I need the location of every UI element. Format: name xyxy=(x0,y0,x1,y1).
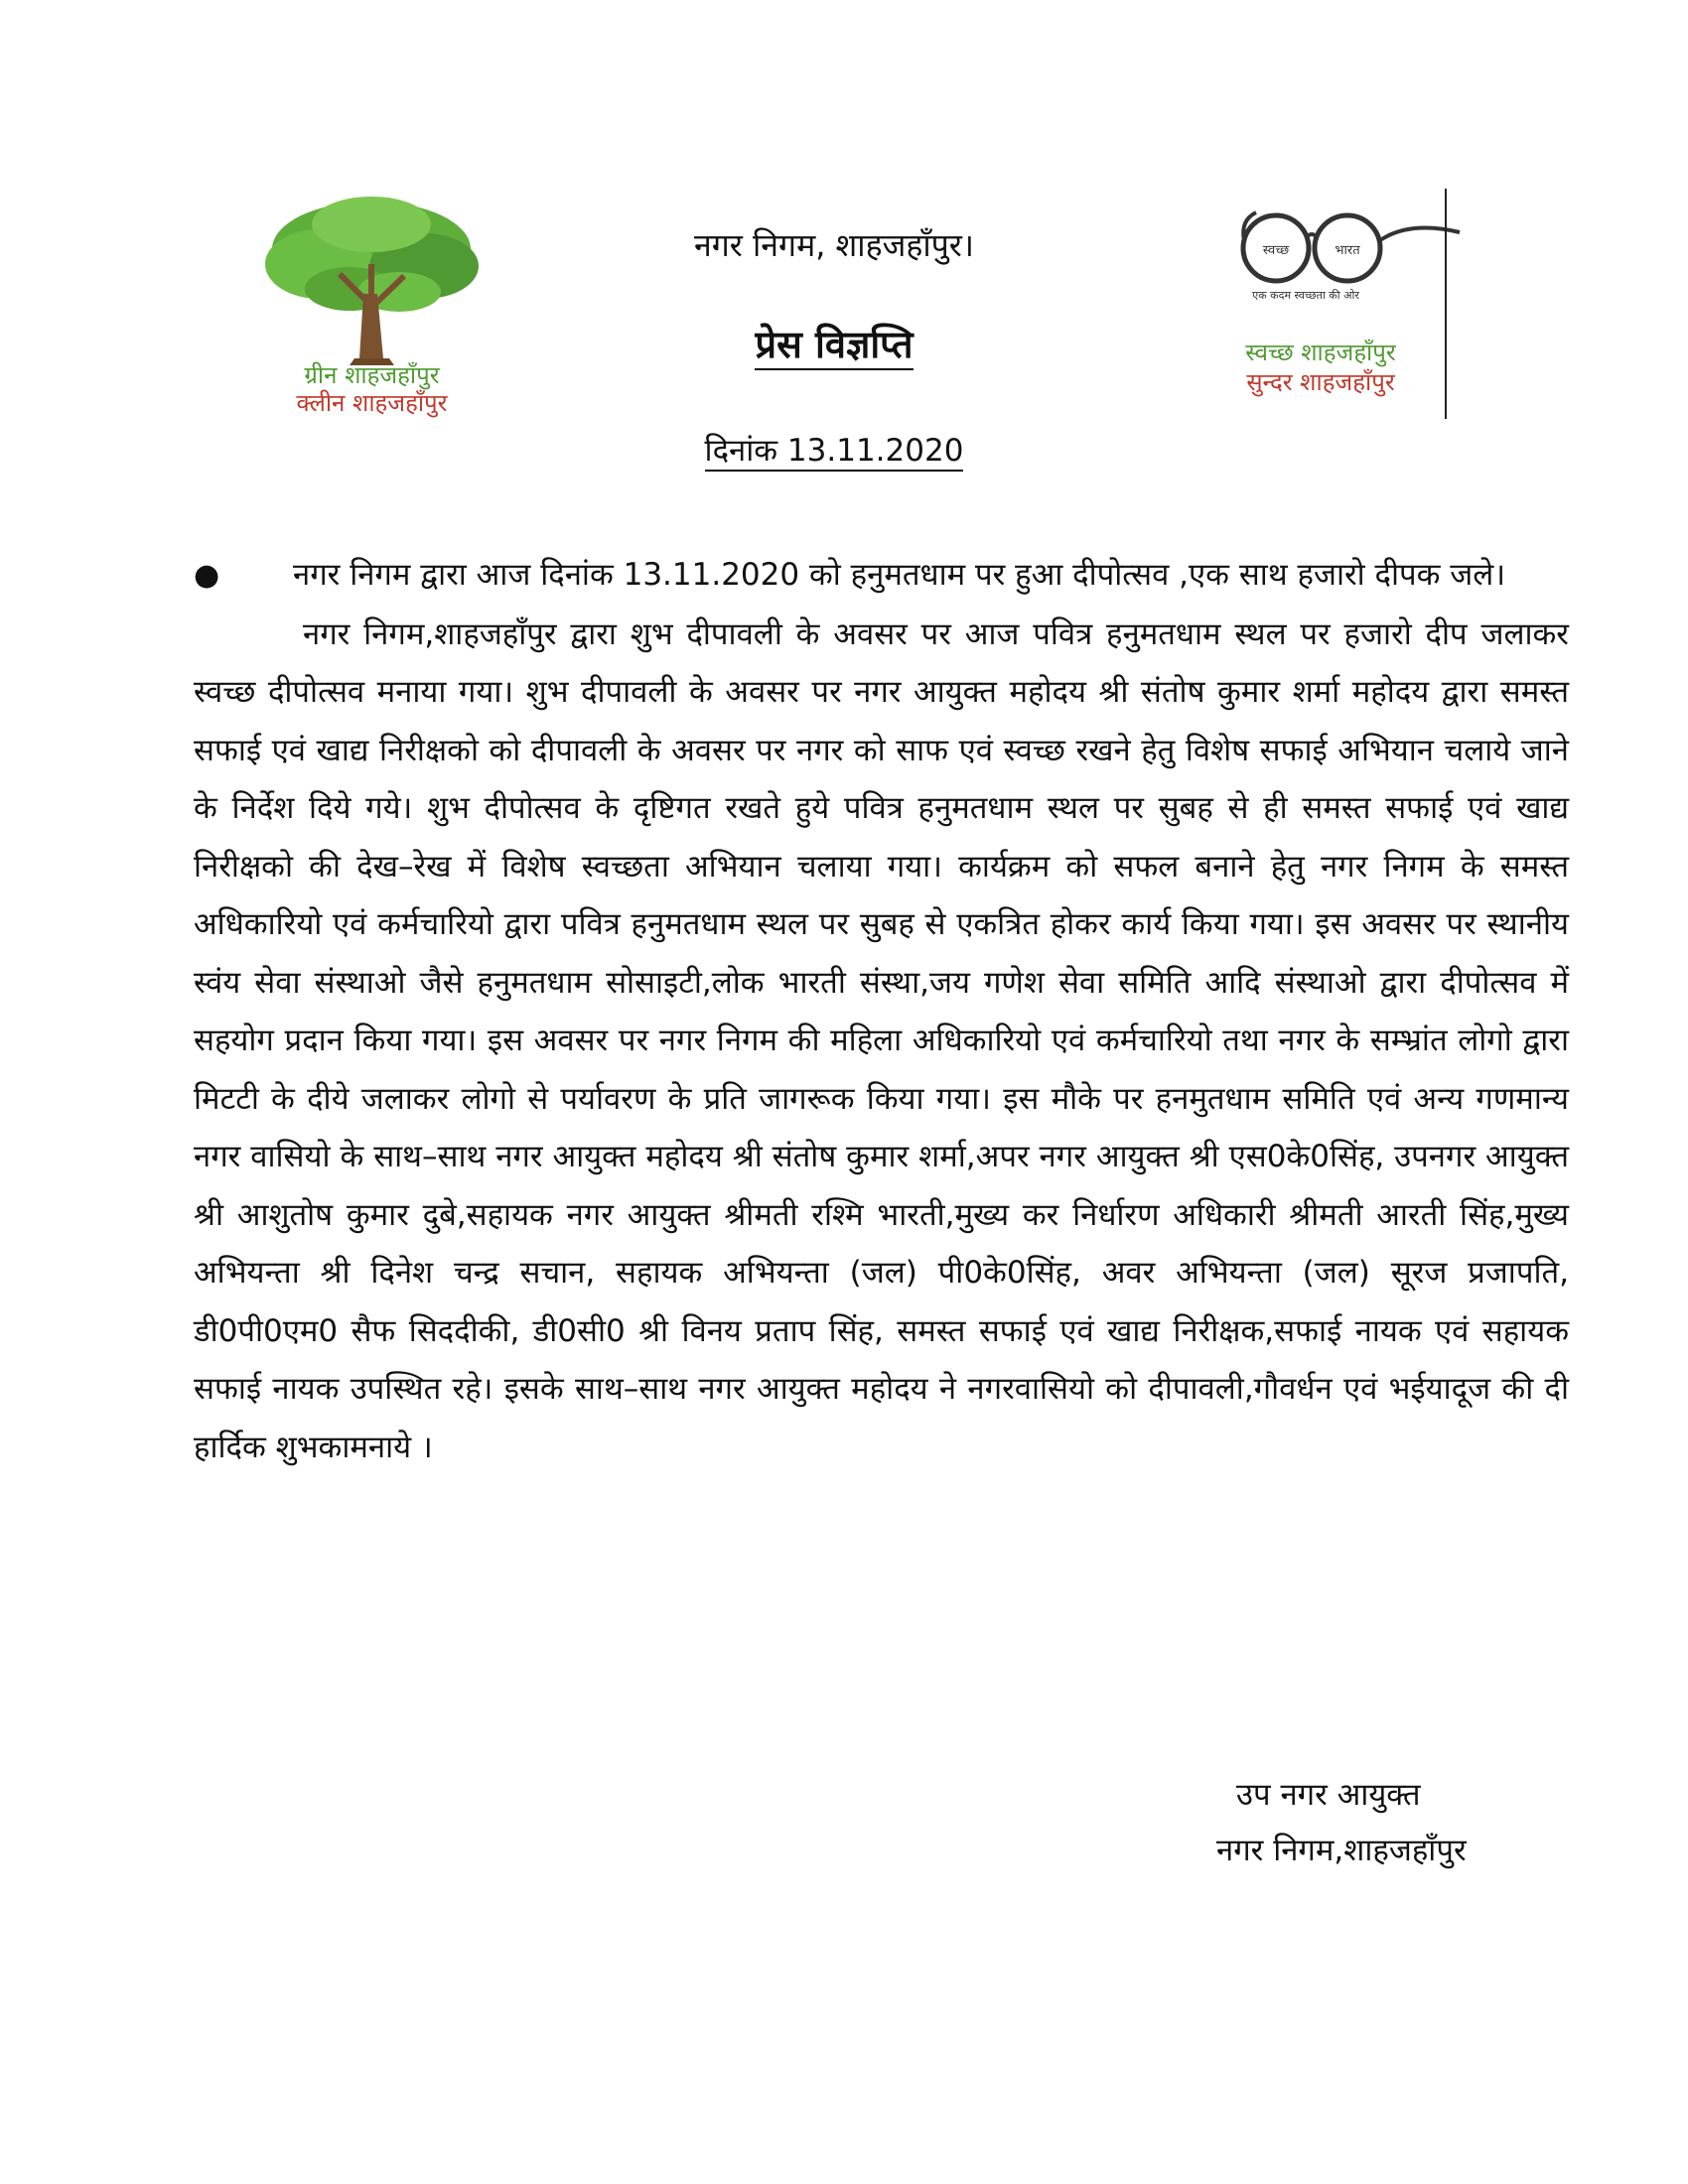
logo-caption-green: ग्रीन शाहजहाँपुर xyxy=(304,361,440,389)
headline-text: नगर निगम द्वारा आज दिनांक 13.11.2020 को हनुमतधाम पर हुआ दीपोत्सव ,एक साथ हजारो दीपक जले। xyxy=(293,557,1506,593)
press-release-title-text: प्रेस विज्ञप्ति xyxy=(755,323,913,370)
date-text: दिनांक 13.11.2020 xyxy=(705,433,964,472)
main-paragraph: नगर निगम,शाहजहाँपुर द्वारा शुभ दीपावली के अवसर पर आज पवित्र हनुमतधाम स्थल पर हजारो दीप जलाकर स्वच्छ दीपोत्सव मनाया गया। शुभ दीपावली के अवसर पर नगर आयुक्त महोदय श्री संतोष कुमार शर्मा महोदय द्वारा समस्त सफाई एवं खाद्य निरीक्षको को दीपावली के अवसर पर नगर को साफ एवं स्वच्छ रखने हेतु विशेष सफाई अभियान चलाये जाने के निर्देश दिये गये। शुभ दीपोत्सव के दृष्टिगत रखते हुये पवित्र हनुमतधाम स्थल पर सुबह से ही समस्त सफाई एवं खाद्य निरीक्षको की देख–रेख में विशेष स्वच्छता अभियान चलाया गया। कार्यक्रम को सफल बनाने हेतु नगर निगम के समस्त अधिकारियो एवं कर्मचारियो द्वारा पवित्र हनुमतधाम स्थल पर सुबह से एकत्रित होकर कार्य किया गया। इस अवसर पर स्थानीय स्वंय सेवा संस्थाओ जैसे हनुमतधाम सोसाइटी,लोक भारती संस्था,जय गणेश सेवा समिति आदि संस्थाओ द्वारा दीपोत्सव में सहयोग प्रदान किया गया। इस अवसर पर नगर निगम की महिला अधिकारियो एवं कर्मचारियो तथा नगर के सम्भ्रांत लोगो द्वारा मिटटी के दीये जलाकर लोगो से पर्यावरण के प्रति जागरूक किया गया। इस मौके पर हनमुतधाम समिति एवं अन्य गणमान्य नगर वासियो के साथ–साथ नगर आयुक्त महोदय श्री संतोष कुमार शर्मा,अपर नगर आयुक्त श्री एस0के0सिंह, उपनगर आयुक्त श्री आशुतोष कुमार दुबे,सहायक नगर आयुक्त श्रीमती रश्मि भारती,मुख्य कर निर्धारण अधिकारी श्रीमती आरती सिंह,मुख्य अभियन्ता श्री दिनेश चन्द्र सचान, सहायक अभियन्ता (जल) पी0के0सिंह, अवर अभियन्ता (जल) सूरज प्रजापति, डी0पी0एम0 सैफ सिददीकी, डी0सी0 श्री विनय प्रताप सिंह, समस्त सफाई एवं खाद्य निरीक्षक,सफाई नायक एवं सहायक सफाई नायक उपस्थित रहे। इसके साथ–साथ नगर आयुक्त महोदय ने नगरवासियो को दीपावली,गौवर्धन एवं भईयादूज की दी हार्दिक शुभकामनाये । xyxy=(194,615,1569,1465)
logo-tagline: एक कदम स्वच्छता की ओर xyxy=(1252,289,1359,302)
headline-bullet xyxy=(194,546,1569,606)
tree-icon xyxy=(260,195,484,368)
lens-left-text: स्वच्छ xyxy=(1262,243,1290,258)
sundar-shahjahanpur-text: सुन्दर शाहजहाँपुर xyxy=(1246,368,1395,396)
logo-caption-clean: क्लीन शाहजहाँपुर xyxy=(296,389,448,417)
green-shahjahanpur-logo xyxy=(260,195,484,423)
press-release-title xyxy=(596,318,1072,369)
org-title: नगर निगम, शाहजहाँपुर। xyxy=(693,226,975,264)
swachh-bharat-logo xyxy=(1226,189,1465,427)
signature-block xyxy=(1162,1767,1539,1878)
swachh-shahjahanpur-text: स्वच्छ शाहजहाँपुर xyxy=(1245,339,1396,366)
press-release-body xyxy=(194,546,1569,1476)
signature-designation: उप नगर आयुक्त xyxy=(1236,1777,1421,1813)
signature-office: नगर निगम,शाहजहाँपुर xyxy=(1216,1833,1467,1868)
bullet-icon: ● xyxy=(194,558,220,593)
glasses-icon xyxy=(1236,201,1465,295)
date-line xyxy=(596,429,1072,471)
header-divider xyxy=(1445,189,1447,419)
lens-right-text: भारत xyxy=(1335,243,1360,258)
